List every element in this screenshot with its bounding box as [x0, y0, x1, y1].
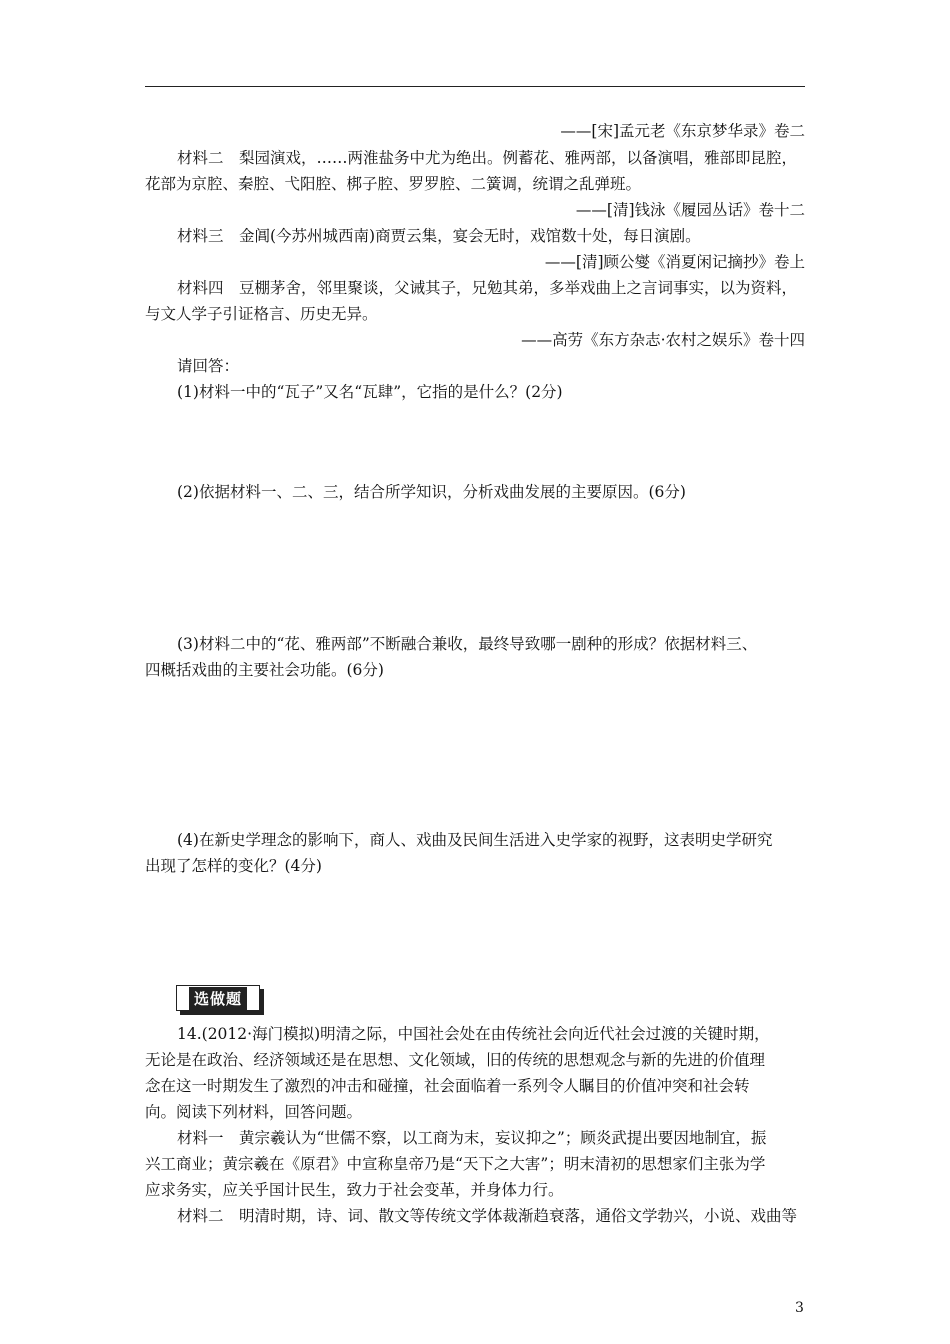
source-citation-2: ——[清]钱泳《履园丛话》卷十二	[575, 201, 805, 219]
source-citation-3: ——[清]顾公燮《消夏闲记摘抄》卷上	[544, 253, 805, 271]
elective-section-badge	[176, 985, 260, 1011]
question-14-line-1: 14.(2012·海门模拟)明清之际，中国社会处在由传统社会向近代社会过渡的关键时期，	[177, 1025, 770, 1043]
question-14-line-4: 向。阅读下列材料，回答问题。	[145, 1103, 363, 1121]
question-4-line-2: 出现了怎样的变化？(4分)	[145, 857, 322, 875]
question-3-line-1: (3)材料二中的“花、雅两部”不断融合兼收，最终导致哪一剧种的形成？依据材料三、	[177, 635, 758, 653]
elective-section-label: 选做题	[189, 987, 247, 1010]
q14-material-1-line-1: 材料一 黄宗羲认为“世儒不察，以工商为末，妄议抑之”；顾炎武提出要因地制宜，振	[177, 1129, 767, 1147]
q14-material-1-line-3: 应求务实，应关乎国计民生，致力于社会变革，并身体力行。	[145, 1181, 564, 1199]
question-2: (2)依据材料一、二、三，结合所学知识，分析戏曲发展的主要原因。(6分)	[177, 483, 686, 501]
source-citation-4: ——高劳《东方杂志·农村之娱乐》卷十四	[521, 331, 805, 349]
q14-material-1-line-2: 兴工商业；黄宗羲在《原君》中宣称皇帝乃是“天下之大害”；明末清初的思想家们主张为学	[145, 1155, 766, 1173]
question-14-line-2: 无论是在政治、经济领域还是在思想、文化领域，旧的传统的思想观念与新的先进的价值理	[145, 1051, 766, 1069]
question-14-line-3: 念在这一时期发生了激烈的冲击和碰撞，社会面临着一系列令人瞩目的价值冲突和社会转	[145, 1077, 750, 1095]
header-rule	[145, 86, 805, 87]
material-4-line-2: 与文人学子引证格言、历史无异。	[145, 305, 378, 323]
material-4-line-1: 材料四 豆棚茅舍，邻里聚谈，父诫其子，兄勉其弟，多举戏曲上之言词事实，以为资料，	[177, 279, 798, 297]
question-1: (1)材料一中的“瓦子”又名“瓦肆”，它指的是什么？(2分)	[177, 383, 563, 401]
source-citation-1: ——[宋]孟元老《东京梦华录》卷二	[560, 122, 805, 140]
material-3: 材料三 金阊(今苏州城西南)商贾云集，宴会无时，戏馆数十处，每日演剧。	[177, 227, 701, 245]
question-4-line-1: (4)在新史学理念的影响下，商人、戏曲及民间生活进入史学家的视野，这表明史学研究	[177, 831, 773, 849]
question-3-line-2: 四概括戏曲的主要社会功能。(6分)	[145, 661, 384, 679]
material-2-line-2: 花部为京腔、秦腔、弋阳腔、梆子腔、罗罗腔、二簧调，统谓之乱弹班。	[145, 175, 642, 193]
material-2-line-1: 材料二 梨园演戏，……两淮盐务中尤为绝出。例蓄花、雅两部，以备演唱，雅部即昆腔，	[177, 149, 798, 167]
q14-material-2-line-1: 材料二 明清时期，诗、词、散文等传统文学体裁渐趋衰落，通俗文学勃兴，小说、戏曲等	[177, 1207, 798, 1225]
page-number: 3	[795, 1300, 804, 1316]
answer-prompt: 请回答：	[177, 357, 240, 375]
